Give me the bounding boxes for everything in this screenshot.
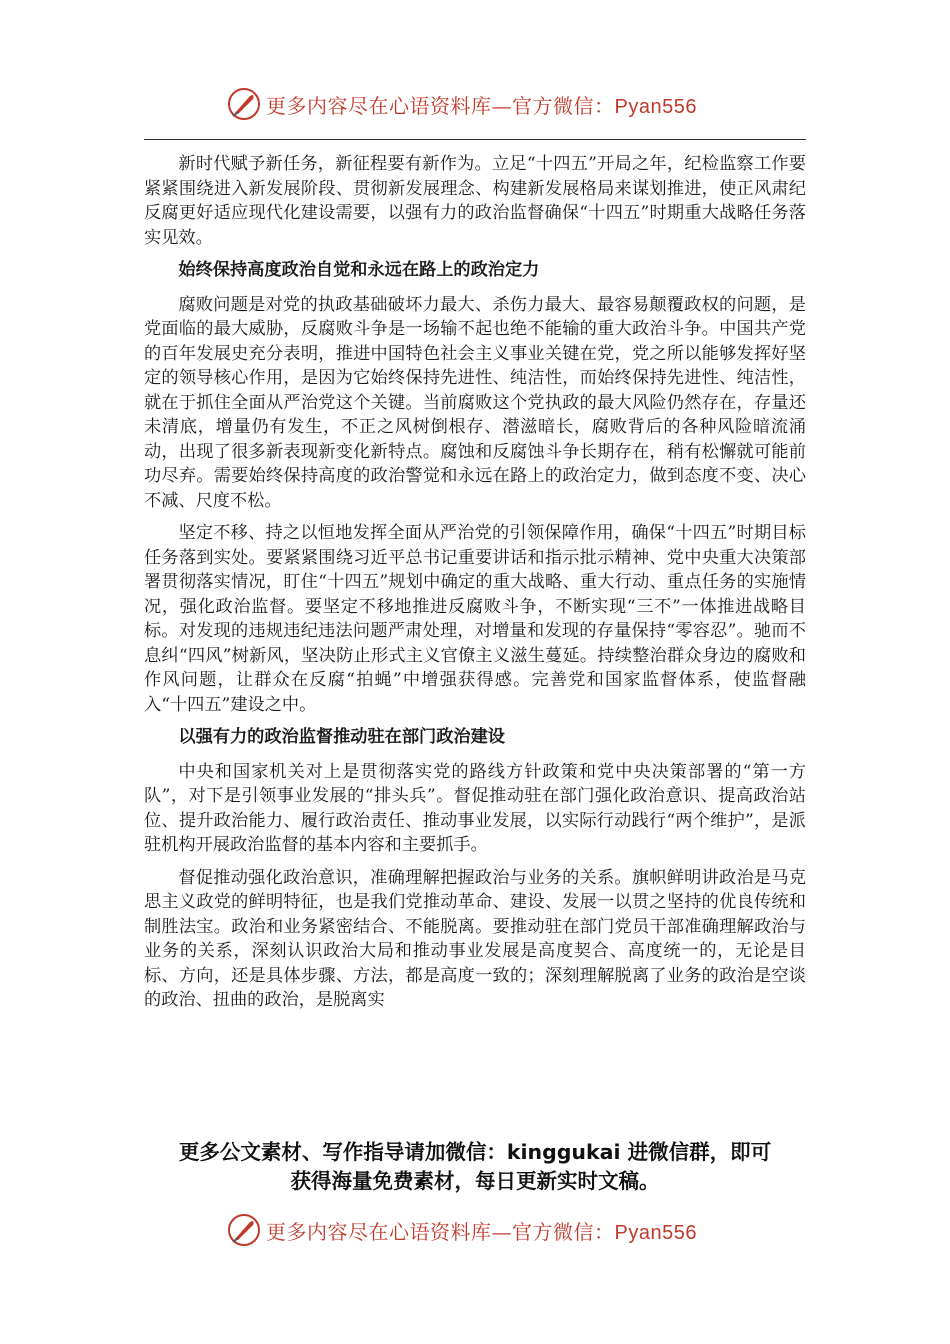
footer-slogan-text: 更多内容尽在心语资料库—官方微信： (266, 1219, 615, 1244)
promo-line-1: 更多公文素材、写作指导请加微信：kinggukai 进微信群，即可 (178, 1140, 772, 1164)
header-brand (226, 84, 697, 124)
paragraph-2: 腐败问题是对党的执政基础破坏力最大、杀伤力最大、最容易颠覆政权的问题，是党面临的最大威胁，反腐败斗争是一场输不起也绝不能输的重大政治斗争。中国共产党的百年发展史充分表明，推进中国特色社会主义事业关键在党，党之所以能够发挥好坚定的领导核心作用，是因为它始终保持先进性、纯洁性，而始终保持先进性、纯洁性，就在于抓住全面从严治党这个关键。当前腐败这个党执政的最大风险仍然存在，存量还未清底，增量仍有发生，不正之风树倒根存、潜滋暗长，腐败背后的各种风险暗流涌动，出现了很多新表现新变化新特点。腐蚀和反腐蚀斗争长期存在，稍有松懈就可能前功尽弃。需要始终保持高度的政治警觉和永远在路上的政治定力，做到态度不变、决心不减、尺度不松。 (144, 294, 806, 511)
document-body (144, 152, 806, 1021)
section-heading-1: 始终保持高度政治自觉和永远在路上的政治定力 (178, 260, 540, 280)
brand-slogan (266, 90, 697, 119)
paragraph-3: 坚定不移、持之以恒地发挥全面从严治党的引领保障作用，确保“十四五”时期目标任务落到实处。要紧紧围绕习近平总书记重要讲话和指示批示精神、党中央重大决策部署贯彻落实情况，盯住“十四五”规划中确定的重大战略、重大行动、重点任务的实施情况，强化政治监督。要坚定不移地推进反腐败斗争，不断实现“三不”一体推进战略目标。对发现的违规违纪违法问题严肃处理，对增量和发现的存量保持“零容忍”。驰而不息纠“四风”树新风，坚决防止形式主义官僚主义滋生蔓延。持续整治群众身边的腐败和作风问题，让群众在反腐“拍蝇”中增强获得感。完善党和国家监督体系，使监督融入“十四五”建设之中。 (144, 523, 806, 715)
quill-pen-logo-icon (226, 86, 262, 122)
footer-brand (226, 1210, 697, 1250)
header-divider (144, 139, 806, 140)
paragraph-intro: 新时代赋予新任务，新征程要有新作为。立足“十四五”开局之年，纪检监察工作要紧紧围绕进入新发展阶段、贯彻新发展理念、构建新发展格局来谋划推进，使正风肃纪反腐更好适应现代化建设需要，以强有力的政治监督确保“十四五”时期重大战略任务落实见效。 (144, 154, 806, 248)
promo-banner (120, 1138, 830, 1196)
paragraph-4: 中央和国家机关对上是贯彻落实党的路线方针政策和党中央决策部署的“第一方队”，对下是引领事业发展的“排头兵”。督促推动驻在部门强化政治意识、提高政治站位、提升政治能力、履行政治责任、推动事业发展，以实际行动践行“两个维护”，是派驻机构开展政治监督的基本内容和主要抓手。 (144, 761, 806, 855)
footer-wechat-id: Pyan556 (614, 1221, 697, 1244)
promo-line-2: 获得海量免费素材，每日更新实时文稿。 (290, 1169, 660, 1193)
quill-pen-logo-icon (226, 1212, 262, 1248)
section-heading-2: 以强有力的政治监督推动驻在部门政治建设 (178, 727, 505, 747)
wechat-id: Pyan556 (614, 95, 697, 118)
paragraph-5: 督促推动强化政治意识，准确理解把握政治与业务的关系。旗帜鲜明讲政治是马克思主义政党的鲜明特征，也是我们党推动革命、建设、发展一以贯之坚持的优良传统和制胜法宝。政治和业务紧密结合、不能脱离。要推动驻在部门党员干部准确理解政治与业务的关系，深刻认识政治大局和推动事业发展是高度契合、高度统一的，无论是目标、方向，还是具体步骤、方法，都是高度一致的；深刻理解脱离了业务的政治是空谈的政治、扭曲的政治，是脱离实 (144, 867, 806, 1010)
brand-slogan-text: 更多内容尽在心语资料库—官方微信： (266, 93, 615, 118)
footer-slogan (266, 1216, 697, 1245)
